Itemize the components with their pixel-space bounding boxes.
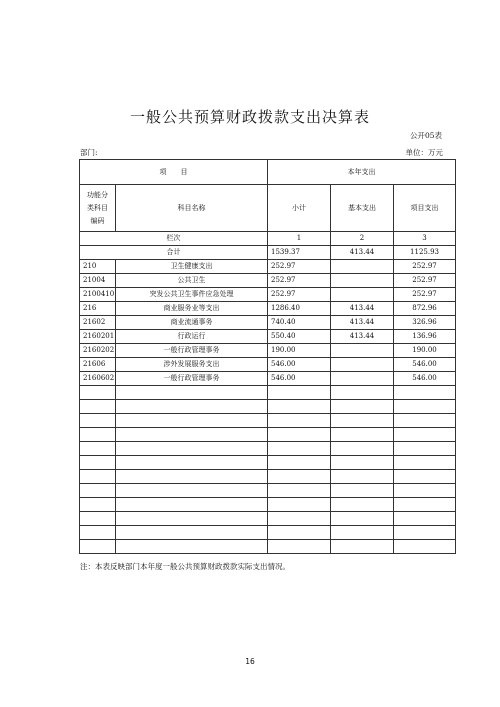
row-code: 2160202	[80, 344, 116, 358]
row-subtotal: 252.97	[268, 274, 331, 288]
empty-cell	[268, 400, 331, 414]
empty-cell	[394, 526, 456, 540]
row-basic	[331, 260, 394, 274]
empty-cell	[80, 484, 116, 498]
row-basic: 413.44	[331, 316, 394, 330]
header-func-code: 功能分类科目编码	[80, 185, 116, 232]
table-row	[80, 316, 456, 330]
table-row	[80, 260, 456, 274]
header-row-sub	[80, 185, 456, 232]
empty-cell	[80, 414, 116, 428]
empty-row	[80, 414, 456, 428]
empty-cell	[80, 540, 116, 554]
row-subtotal: 190.00	[268, 344, 331, 358]
empty-cell	[268, 512, 331, 526]
row-code: 2160602	[80, 372, 116, 386]
row-name: 一般行政管理事务	[116, 372, 268, 386]
empty-cell	[331, 414, 394, 428]
row-name: 涉外发展服务支出	[116, 358, 268, 372]
empty-cell	[394, 456, 456, 470]
row-basic: 413.44	[331, 302, 394, 316]
empty-row	[80, 498, 456, 512]
empty-cell	[80, 512, 116, 526]
row-subtotal: 252.97	[268, 260, 331, 274]
empty-cell	[116, 526, 268, 540]
unit-label: 单位：万元	[405, 148, 443, 157]
row-subtotal: 546.00	[268, 358, 331, 372]
total-row	[80, 246, 456, 260]
empty-cell	[331, 400, 394, 414]
table-row	[80, 288, 456, 302]
empty-cell	[331, 540, 394, 554]
row-project: 326.96	[394, 316, 456, 330]
empty-cell	[80, 526, 116, 540]
header-row-top	[80, 160, 456, 185]
row-subtotal: 550.40	[268, 330, 331, 344]
header-item: 项 目	[80, 160, 268, 185]
empty-cell	[116, 498, 268, 512]
empty-cell	[116, 484, 268, 498]
empty-cell	[331, 498, 394, 512]
empty-cell	[394, 498, 456, 512]
empty-cell	[116, 512, 268, 526]
empty-cell	[331, 456, 394, 470]
empty-cell	[268, 526, 331, 540]
row-basic	[331, 288, 394, 302]
header-basic: 基本支出	[331, 185, 394, 232]
column-index-label: 栏次	[80, 232, 268, 246]
row-subtotal: 252.97	[268, 288, 331, 302]
empty-cell	[394, 428, 456, 442]
empty-cell	[80, 498, 116, 512]
row-code: 216	[80, 302, 116, 316]
header-subject-name: 科目名称	[116, 185, 268, 232]
row-code: 2160201	[80, 330, 116, 344]
department-label: 部门:	[80, 148, 98, 157]
row-code: 2100410	[80, 288, 116, 302]
empty-cell	[268, 540, 331, 554]
empty-cell	[331, 470, 394, 484]
row-code: 21004	[80, 274, 116, 288]
row-project: 252.97	[394, 274, 456, 288]
row-name: 突发公共卫生事件应急处理	[116, 288, 268, 302]
row-subtotal: 740.40	[268, 316, 331, 330]
header-current-year: 本年支出	[268, 160, 456, 185]
table-row	[80, 358, 456, 372]
expenditure-table	[79, 159, 456, 554]
total-subtotal: 1539.37	[268, 246, 331, 260]
empty-cell	[394, 442, 456, 456]
empty-row	[80, 428, 456, 442]
row-subtotal: 1286.40	[268, 302, 331, 316]
table-row	[80, 274, 456, 288]
empty-cell	[116, 414, 268, 428]
empty-cell	[116, 428, 268, 442]
empty-cell	[80, 400, 116, 414]
row-project: 190.00	[394, 344, 456, 358]
empty-cell	[116, 540, 268, 554]
empty-cell	[331, 484, 394, 498]
empty-cell	[268, 456, 331, 470]
row-code: 21606	[80, 358, 116, 372]
column-index-1: 1	[268, 232, 331, 246]
empty-row	[80, 512, 456, 526]
empty-cell	[116, 470, 268, 484]
page-title: 一般公共预算财政拨款支出决算表	[129, 108, 370, 126]
row-name: 一般行政管理事务	[116, 344, 268, 358]
column-index-3: 3	[394, 232, 456, 246]
table-row	[80, 344, 456, 358]
empty-cell	[394, 400, 456, 414]
table-row	[80, 302, 456, 316]
empty-cell	[268, 498, 331, 512]
row-code: 210	[80, 260, 116, 274]
empty-cell	[394, 470, 456, 484]
empty-cell	[116, 442, 268, 456]
row-project: 136.96	[394, 330, 456, 344]
row-name: 行政运行	[116, 330, 268, 344]
row-basic: 413.44	[331, 330, 394, 344]
empty-cell	[394, 414, 456, 428]
empty-cell	[268, 484, 331, 498]
empty-row	[80, 400, 456, 414]
empty-cell	[268, 414, 331, 428]
header-subtotal: 小计	[268, 185, 331, 232]
row-basic	[331, 344, 394, 358]
empty-cell	[80, 428, 116, 442]
row-project: 546.00	[394, 358, 456, 372]
empty-cell	[331, 386, 394, 400]
empty-cell	[394, 484, 456, 498]
empty-row	[80, 526, 456, 540]
row-basic	[331, 274, 394, 288]
empty-cell	[394, 512, 456, 526]
empty-cell	[394, 540, 456, 554]
row-project: 252.97	[394, 260, 456, 274]
empty-cell	[116, 456, 268, 470]
row-name: 卫生健康支出	[116, 260, 268, 274]
row-code: 21602	[80, 316, 116, 330]
empty-row	[80, 484, 456, 498]
empty-cell	[116, 386, 268, 400]
empty-cell	[331, 442, 394, 456]
empty-row	[80, 470, 456, 484]
total-project: 1125.93	[394, 246, 456, 260]
form-number: 公开05表	[409, 131, 442, 140]
header-project: 项目支出	[394, 185, 456, 232]
total-label: 合计	[80, 246, 268, 260]
row-name: 商业服务业等支出	[116, 302, 268, 316]
table-row	[80, 330, 456, 344]
row-basic	[331, 372, 394, 386]
row-name: 公共卫生	[116, 274, 268, 288]
empty-cell	[268, 470, 331, 484]
page-number: 16	[245, 657, 255, 666]
footnote: 注：本表反映部门本年度一般公共预算财政拨款实际支出情况。	[80, 562, 290, 571]
empty-row	[80, 540, 456, 554]
empty-cell	[268, 442, 331, 456]
empty-row	[80, 386, 456, 400]
empty-cell	[268, 428, 331, 442]
column-index-2: 2	[331, 232, 394, 246]
empty-cell	[394, 386, 456, 400]
row-subtotal: 546.00	[268, 372, 331, 386]
table-row	[80, 372, 456, 386]
row-project: 252.97	[394, 288, 456, 302]
empty-cell	[331, 428, 394, 442]
empty-cell	[80, 456, 116, 470]
empty-cell	[331, 526, 394, 540]
row-project: 546.00	[394, 372, 456, 386]
empty-cell	[80, 442, 116, 456]
empty-row	[80, 456, 456, 470]
row-name: 商业流通事务	[116, 316, 268, 330]
column-index-row	[80, 232, 456, 246]
empty-cell	[80, 470, 116, 484]
row-project: 872.96	[394, 302, 456, 316]
row-basic	[331, 358, 394, 372]
empty-cell	[331, 512, 394, 526]
empty-cell	[80, 386, 116, 400]
empty-row	[80, 442, 456, 456]
empty-cell	[268, 386, 331, 400]
total-basic: 413.44	[331, 246, 394, 260]
empty-cell	[116, 400, 268, 414]
